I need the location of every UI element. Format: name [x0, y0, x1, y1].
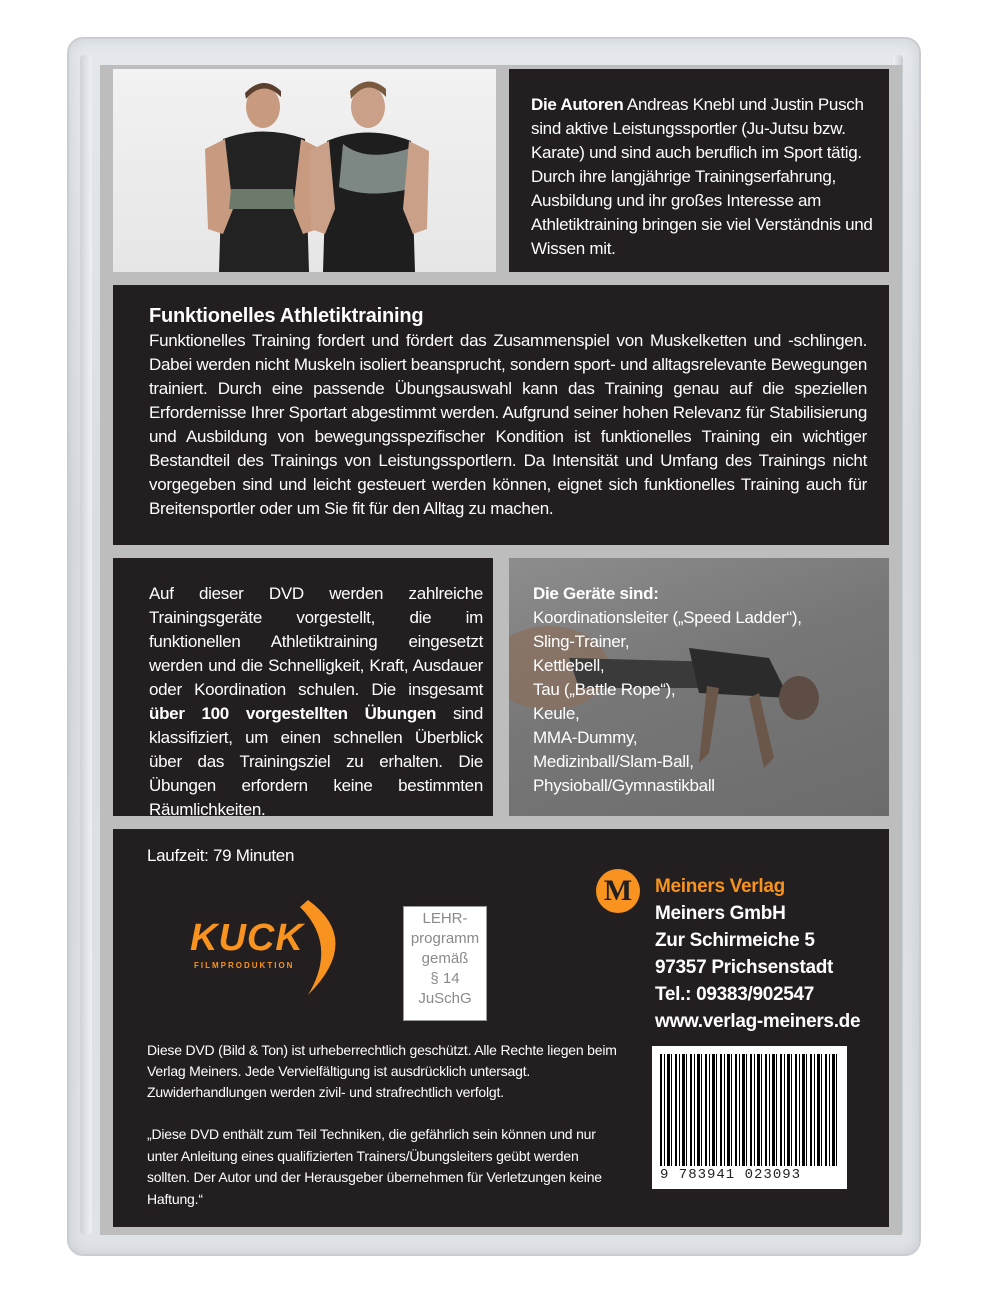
intro-text: Funktionelles Training fordert und fördert das Zusammenspiel von Muskelketten und -schlingen. Dabei werden nicht Muskeln isoliert beansprucht, sondern sport- und alltagsrelevante Bewegungen trainiert. Durch eine passende Übungsauswahl kann das Training genau auf die speziellen Erfordernisse Ihrer Sportart abgestimmt werden. Aufgrund seiner hohen Relevanz für Stabilisierung und Ausbildung von bewegungsspezifischer Kondition ist funktionelles Training ein wichtiger Bestandteil des Trainings von Leistungssportlern. Da Intensität und Umfang des Trainings nicht vorgegeben sind und leicht gesteuert werden können, eignet sich funktionelles Training auch für Breitensportler oder um Sie fit für den Alltag zu machen.: [149, 331, 867, 518]
dvd-info-highlight: über 100 vorgestellten Übungen: [149, 704, 437, 723]
authors-text: [531, 93, 879, 261]
dvd-info-text: [149, 582, 483, 822]
barcode-bars: [660, 1054, 839, 1166]
usk-line: JuSchG: [418, 990, 472, 1007]
intro-panel: [113, 285, 889, 545]
kuck-subtitle: FILMPRODUKTION: [194, 961, 295, 970]
publisher-company: Meiners GmbH: [655, 903, 786, 924]
equipment-item: Medizinball/Slam-Ball,: [533, 752, 694, 771]
disclaimer-text: „Diese DVD enthält zum Teil Techniken, die gefährlich sein können und nur unter Anleitung eines qualifizierten Trainers/Übungsleiters geübt werden sollten. Der Autor und der Herausgeber übernehmen für Verletzungen keine Haftung.“: [147, 1126, 602, 1207]
copyright-text: Diese DVD (Bild & Ton) ist urheberrechtlich geschützt. Alle Rechte liegen beim Verlag Meiners. Jede Vervielfältigung ist ausdrücklich untersagt. Zuwiderhandlungen werden zivil- und strafrechtlich verfolgt.: [147, 1042, 617, 1100]
equipment-photo: [509, 558, 889, 816]
intro-title: Funktionelles Athletiktraining: [149, 305, 424, 327]
equipment-item: Koordinationsleiter („Speed Ladder“),: [533, 608, 802, 627]
equipment-item: Tau („Battle Rope“),: [533, 680, 676, 699]
publisher-brand: Meiners Verlag: [655, 876, 785, 897]
equipment-title: Die Geräte sind:: [533, 584, 659, 603]
kuck-wordmark: KUCK: [190, 917, 304, 959]
equipment-list: [533, 582, 802, 798]
equipment-item: MMA-Dummy,: [533, 728, 638, 747]
authors-panel: [509, 69, 889, 272]
usk-line: programm: [410, 930, 480, 947]
case-rim-left: [80, 55, 92, 1235]
authors-body: Andreas Knebl und Justin Pusch sind aktive Leistungssportler (Ju-Jutsu bzw. Karate) und sind auch beruflich im Sport tätig. Durch ihre langjährige Trainingserfahrung, Ausbildung und ihr großes Interesse am Athletiktraining bringen sie viel Verständnis und Wissen mit.: [531, 95, 873, 258]
authors-photo: [113, 69, 496, 272]
publisher-website: www.verlag-meiners.de: [655, 1011, 861, 1032]
publisher-street: Zur Schirmeiche 5: [655, 930, 815, 951]
usk-line: LEHR-: [422, 910, 468, 927]
dvd-info-panel: [113, 558, 493, 819]
publisher-city: 97357 Prichsenstadt: [655, 957, 834, 978]
authors-lead: Die Autoren: [531, 95, 624, 114]
barcode: [652, 1046, 847, 1189]
dvd-info-text-a: Auf dieser DVD werden zahlreiche Trainingsgeräte vorgestellt, die im funktionellen Athletiktraining eingesetzt werden und die Schnelligkeit, Kraft, Ausdauer oder Koordination schulen. Die insgesamt: [149, 584, 483, 699]
authors-illustration: [113, 69, 496, 272]
meiners-logo-icon: M: [596, 869, 640, 913]
equipment-item: Physioball/Gymnastikball: [533, 776, 715, 795]
usk-line: gemäß: [421, 950, 469, 967]
equipment-item: Sling-Trainer,: [533, 632, 630, 651]
publisher-block: [655, 873, 860, 1035]
dvd-info-text-b: sind klassifiziert, um einen schnellen Überblick über das Trainingsziel zu erhalten. Die Übungen erfordern keine bestimmten Räumlichkeiten.: [149, 704, 483, 819]
runtime: Laufzeit: 79 Minuten: [147, 846, 295, 865]
equipment-item: Kettlebell,: [533, 656, 605, 675]
equipment-item: Keule,: [533, 704, 580, 723]
ean-number: 9 783941 023093: [660, 1167, 802, 1183]
publisher-phone: Tel.: 09383/902547: [655, 984, 815, 1005]
usk-line: § 14: [430, 970, 460, 987]
age-rating-label: [403, 906, 487, 1021]
kuck-logo: [188, 895, 348, 995]
